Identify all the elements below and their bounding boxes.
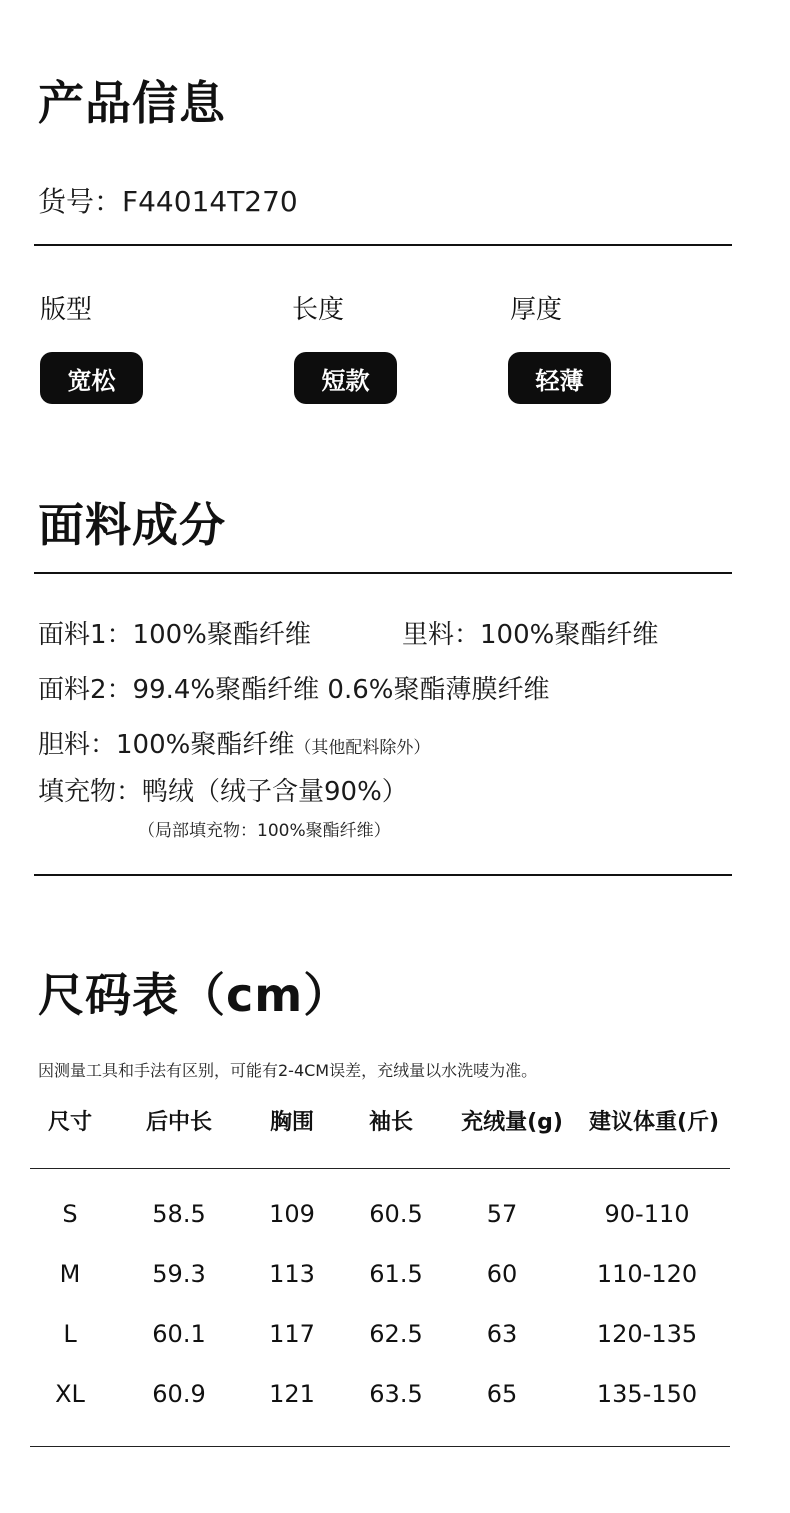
cell-chest: 113	[269, 1260, 315, 1288]
cell-sleeve: 60.5	[369, 1200, 423, 1228]
fabric-outer1: 面料1：100%聚酯纤维	[38, 620, 311, 650]
cell-weight: 120-135	[596, 1320, 698, 1348]
fabric-inner: 胆料：100%聚酯纤维	[38, 730, 295, 760]
header-weight: 建议体重(斤)	[588, 1110, 720, 1135]
header-down-fill: 充绒量(g)	[461, 1110, 563, 1135]
cell-weight: 90-110	[604, 1200, 690, 1228]
cell-chest: 117	[269, 1320, 315, 1348]
thickness-label: 厚度	[510, 295, 563, 325]
fabric-inner-line	[38, 732, 430, 758]
fabric-title: 面料成分	[38, 498, 226, 552]
fit-label: 版型	[40, 295, 93, 325]
cell-back-length: 58.5	[152, 1200, 206, 1228]
product-info-title: 产品信息	[38, 76, 226, 130]
divider	[34, 572, 732, 574]
table-divider	[30, 1168, 730, 1169]
cell-down-fill: 65	[486, 1380, 518, 1408]
fabric-outer2: 面料2：99.4%聚酯纤维 0.6%聚酯薄膜纤维	[38, 675, 550, 705]
fit-badge: 宽松	[40, 352, 143, 404]
divider	[34, 874, 732, 876]
header-chest: 胸围	[269, 1110, 315, 1135]
divider	[34, 244, 732, 246]
cell-down-fill: 63	[486, 1320, 518, 1348]
cell-size: XL	[55, 1380, 85, 1408]
cell-size: M	[59, 1260, 81, 1288]
sku-value: F44014T270	[122, 185, 298, 218]
table-divider	[30, 1446, 730, 1447]
cell-sleeve: 61.5	[369, 1260, 423, 1288]
cell-chest: 109	[269, 1200, 315, 1228]
cell-sleeve: 62.5	[369, 1320, 423, 1348]
cell-back-length: 60.1	[152, 1320, 206, 1348]
fabric-lining: 里料：100%聚酯纤维	[402, 620, 659, 650]
cell-down-fill: 57	[486, 1200, 518, 1228]
thickness-badge: 轻薄	[508, 352, 611, 404]
fabric-inner-note: （其他配料除外）	[294, 738, 431, 758]
sku-line	[38, 185, 298, 218]
size-chart-title: 尺码表（cm）	[38, 968, 351, 1022]
fabric-filling-note: （局部填充物：100%聚酯纤维）	[138, 821, 391, 841]
size-chart-note: 因测量工具和手法有区别，可能有2-4CM误差，充绒量以水洗唛为准。	[38, 1061, 538, 1080]
cell-size: S	[62, 1200, 78, 1228]
length-label: 长度	[292, 295, 345, 325]
header-size: 尺寸	[47, 1110, 93, 1135]
cell-sleeve: 63.5	[369, 1380, 423, 1408]
cell-down-fill: 60	[486, 1260, 518, 1288]
cell-chest: 121	[269, 1380, 315, 1408]
fabric-filling: 填充物：鸭绒（绒子含量90%）	[38, 777, 408, 807]
header-back-length: 后中长	[145, 1110, 213, 1135]
sku-label: 货号：	[38, 185, 123, 218]
cell-back-length: 60.9	[152, 1380, 206, 1408]
cell-weight: 135-150	[596, 1380, 698, 1408]
cell-weight: 110-120	[596, 1260, 698, 1288]
header-sleeve: 袖长	[368, 1110, 414, 1135]
cell-size: L	[63, 1320, 77, 1348]
cell-back-length: 59.3	[152, 1260, 206, 1288]
length-badge: 短款	[294, 352, 397, 404]
